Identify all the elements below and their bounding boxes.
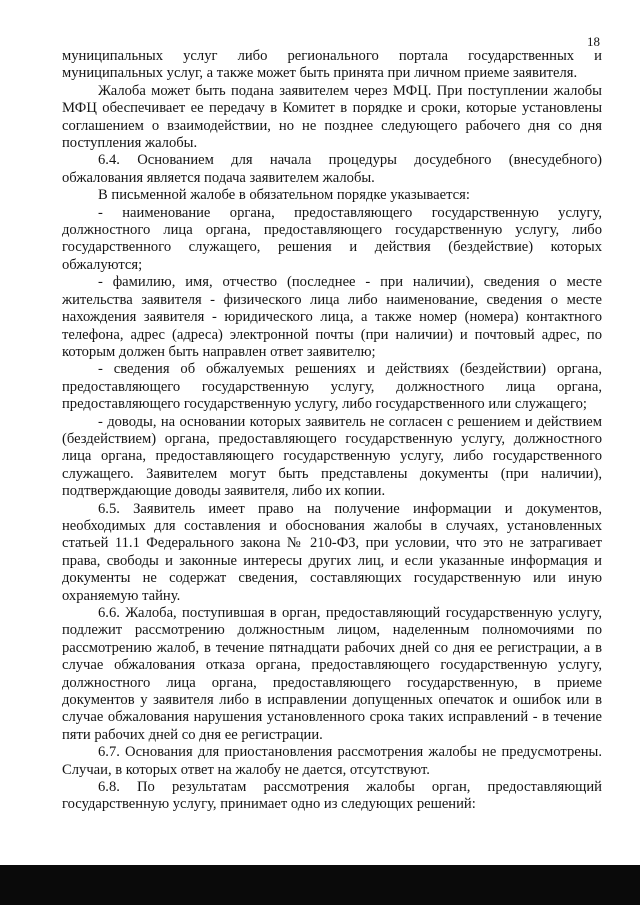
document-body (62, 48, 602, 814)
paragraph-continuation: муниципальных услуг либо регионального портала государственных и муниципальных услуг, а также может быть принята при личном приеме заявителя. (62, 48, 602, 82)
paragraph-6-4: 6.4. Основанием для начала процедуры досудебного (внесудебного) обжалования является подача заявителем жалобы. (62, 152, 602, 186)
paragraph-6-5: 6.5. Заявитель имеет право на получение информации и документов, необходимых для составления и обоснования жалобы в случаях, установленных статьей 11.1 Федерального закона № 210-ФЗ, при условии, что это не затрагивает права, свободы и законные интересы других лиц, и если указанные информация и документы не содержат сведения, составляющих государственную или иную охраняемую тайну. (62, 500, 602, 604)
list-item-appealed-decisions: - сведения об обжалуемых решениях и действиях (бездействии) органа, предоставляющего государственную услугу, должностного лица органа, предоставляющего государственную услугу, либо государственного или служащего; (62, 361, 602, 413)
paragraph-6-6: 6.6. Жалоба, поступившая в орган, предоставляющий государственную услугу, подлежит рассмотрению должностным лицом, наделенным полномочиями по рассмотрению жалоб, в течение пятнадцати рабочих дней со дня ее регистрации, а в случае обжалования отказа органа, предоставляющего государственную услугу, должностного лица органа, предоставляющего государственную, в приеме документов у заявителя либо в исправлении допущенных опечаток и ошибок или в случае обжалования нарушения установленного срока таких исправлений - в течение пяти рабочих дней со дня ее регистрации. (62, 605, 602, 743)
paragraph-mfc-complaint: Жалоба может быть подана заявителем через МФЦ. При поступлении жалобы МФЦ обеспечивает ее передачу в Комитет в порядке и сроки, которые установлены соглашением о взаимодействии, но не позднее следующего рабочего дня со дня поступления жалобы. (62, 82, 602, 152)
list-item-arguments: - доводы, на основании которых заявитель не согласен с решением и действием (бездействием) органа, предоставляющего государственную услугу, должностного лица органа, предоставляющего государственную услугу, либо государственного служащего. Заявителем могут быть представлены документы (при наличии), подтверждающие доводы заявителя, либо их копии. (62, 413, 602, 500)
list-item-applicant-details: - фамилию, имя, отчество (последнее - при наличии), сведения о месте жительства заявителя - физического лица либо наименование, сведения о месте нахождения заявителя - юридического лица, а также номер (номера) контактного телефона, адрес (адреса) электронной почты (при наличии) и почтовый адрес, по которым должен быть направлен ответ заявителю; (62, 274, 602, 360)
scan-bottom-edge (0, 865, 640, 905)
list-item-authority-name: - наименование органа, предоставляющего государственную услугу, должностного лица органа, предоставляющего государственную услугу, либо государственного служащего, решения и действия (бездействие) которых обжалуются; (62, 204, 602, 273)
paragraph-written-complaint-intro: В письменной жалобе в обязательном порядке указывается: (98, 187, 470, 204)
paragraph-6-7: 6.7. Основания для приостановления рассмотрения жалобы не предусмотрены. Случаи, в которых ответ на жалобу не дается, отсутствуют. (62, 744, 602, 778)
paragraph-6-8: 6.8. По результатам рассмотрения жалобы орган, предоставляющий государственную услугу, принимает одно из следующих решений: (62, 779, 602, 813)
page-number: 18 (587, 34, 600, 49)
